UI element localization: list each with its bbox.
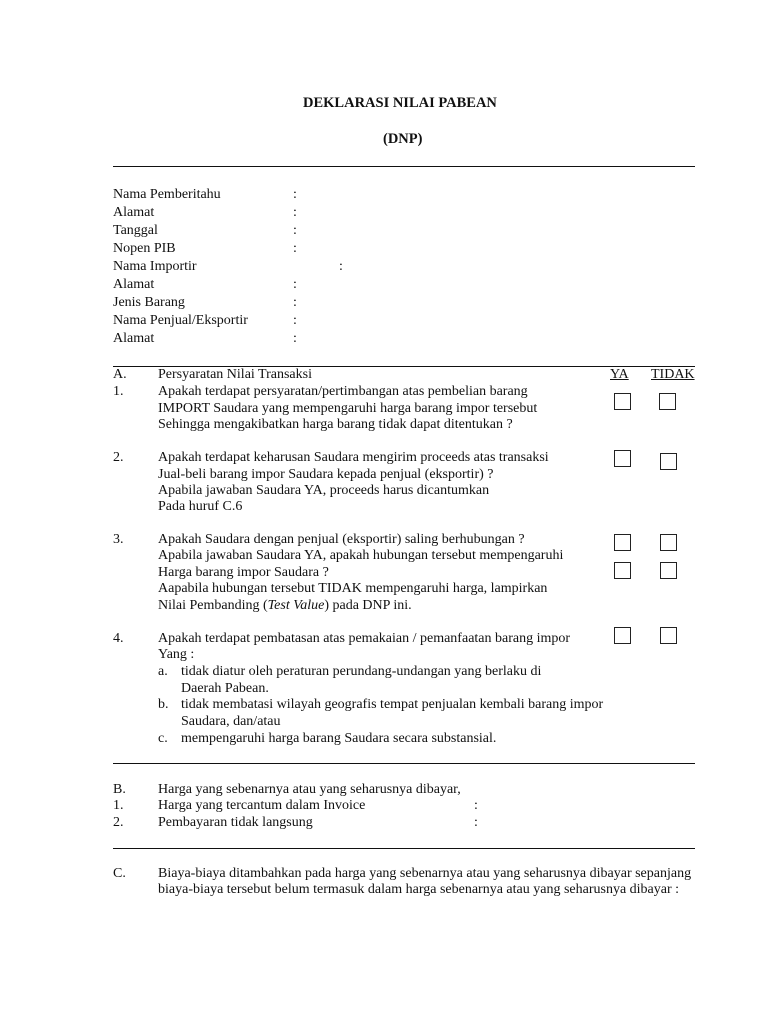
question-2-line: Pada huruf C.6 <box>158 499 243 514</box>
field-colon: : <box>293 205 297 220</box>
question-1-line: Apakah terdapat persyaratan/pertimbangan atas pembelian barang <box>158 384 528 399</box>
field-colon: : <box>293 313 297 328</box>
question-2-line: Apabila jawaban Saudara YA, proceeds harus dicantumkan <box>158 483 490 498</box>
section-c-line: biaya-biaya tersebut belum termasuk dalam harga sebenarnya atau yang seharusnya dibayar : <box>158 882 680 897</box>
question-3-ya-checkbox[interactable] <box>614 534 631 551</box>
question-4-number: 4. <box>113 631 124 646</box>
question-1-number: 1. <box>113 384 124 399</box>
section-a-heading: Persyaratan Nilai Transaksi <box>158 367 312 382</box>
field-colon: : <box>293 331 297 346</box>
section-c-line: Biaya-biaya ditambahkan pada harga yang sebenarnya atau yang seharusnya dibayar sepanjang <box>158 866 692 881</box>
question-4-sub-letter: a. <box>158 664 168 679</box>
field-label-alamat-importir: Alamat <box>113 277 155 292</box>
ya-column-header: YA <box>610 367 629 382</box>
field-colon: : <box>474 798 478 813</box>
question-4-sub-line: Daerah Pabean. <box>181 681 269 696</box>
field-label-tanggal: Tanggal <box>113 223 158 238</box>
question-3-line: Apabila jawaban Saudara YA, apakah hubungan tersebut mempengaruhi <box>158 548 564 563</box>
divider <box>113 763 695 764</box>
field-label-alamat: Alamat <box>113 205 155 220</box>
question-3-tidak-checkbox[interactable] <box>660 534 677 551</box>
field-label-nama-pemberitahu: Nama Pemberitahu <box>113 187 221 202</box>
question-4-sub-line: tidak membatasi wilayah geografis tempat penjualan kembali barang impor <box>181 697 604 712</box>
question-1-tidak-checkbox[interactable] <box>659 393 676 410</box>
field-label-nopen-pib: Nopen PIB <box>113 241 176 256</box>
section-b-letter: B. <box>113 782 126 797</box>
section-b-heading: Harga yang sebenarnya atau yang seharusnya dibayar, <box>158 782 461 797</box>
question-2-tidak-checkbox[interactable] <box>660 453 677 470</box>
question-1-line: IMPORT Saudara yang mempengaruhi harga barang impor tersebut <box>158 401 538 416</box>
question-4-sub-line: tidak diatur oleh peraturan perundang-undangan yang berlaku di <box>181 664 542 679</box>
question-4-sub-letter: c. <box>158 731 168 746</box>
question-1-line: Sehingga mengakibatkan harga barang tidak dapat ditentukan ? <box>158 417 513 432</box>
question-2-number: 2. <box>113 450 124 465</box>
question-2-line: Apakah terdapat keharusan Saudara mengirim proceeds atas transaksi <box>158 450 549 465</box>
question-3-line: Aapabila hubungan tersebut TIDAK mempengaruhi harga, lampirkan <box>158 581 548 596</box>
test-value-text: Test Value <box>267 598 325 613</box>
question-4-sub-letter: b. <box>158 697 169 712</box>
question-3-influence-tidak-checkbox[interactable] <box>660 562 677 579</box>
divider <box>113 848 695 849</box>
divider <box>113 166 695 167</box>
page-title: DEKLARASI NILAI PABEAN <box>303 95 497 111</box>
tidak-column-header: TIDAK <box>651 367 695 382</box>
question-4-sub-line: mempengaruhi harga barang Saudara secara substansial. <box>181 731 497 746</box>
field-label-alamat-penjual: Alamat <box>113 331 155 346</box>
question-4-sub-line: Saudara, dan/atau <box>181 714 281 729</box>
field-colon: : <box>293 187 297 202</box>
field-colon: : <box>293 241 297 256</box>
field-label-jenis-barang: Jenis Barang <box>113 295 185 310</box>
question-2-ya-checkbox[interactable] <box>614 450 631 467</box>
question-4-line: Yang : <box>158 647 195 662</box>
field-colon: : <box>474 815 478 830</box>
section-b-item-label: Harga yang tercantum dalam Invoice <box>158 798 366 813</box>
section-a-letter: A. <box>113 367 127 382</box>
section-b-item-number: 1. <box>113 798 124 813</box>
field-colon: : <box>293 295 297 310</box>
question-4-line: Apakah terdapat pembatasan atas pemakaian / pemanfaatan barang impor <box>158 631 571 646</box>
field-label-nama-importir: Nama Importir <box>113 259 197 274</box>
section-b-item-number: 2. <box>113 815 124 830</box>
question-4-tidak-checkbox[interactable] <box>660 627 677 644</box>
section-c-letter: C. <box>113 866 126 881</box>
field-colon: : <box>293 277 297 292</box>
field-colon: : <box>339 259 343 274</box>
question-3-line: Apakah Saudara dengan penjual (eksportir) saling berhubungan ? <box>158 532 525 547</box>
field-colon: : <box>293 223 297 238</box>
question-3-influence-ya-checkbox[interactable] <box>614 562 631 579</box>
question-2-line: Jual-beli barang impor Saudara kepada penjual (eksportir) ? <box>158 467 494 482</box>
question-1-ya-checkbox[interactable] <box>614 393 631 410</box>
page-subtitle: (DNP) <box>383 131 423 147</box>
question-3-number: 3. <box>113 532 124 547</box>
field-label-nama-penjual: Nama Penjual/Eksportir <box>113 313 248 328</box>
section-b-item-label: Pembayaran tidak langsung <box>158 815 313 830</box>
question-3-line: Nilai Pembanding (Test Value) pada DNP ini. <box>158 598 412 613</box>
question-3-line: Harga barang impor Saudara ? <box>158 565 329 580</box>
question-4-ya-checkbox[interactable] <box>614 627 631 644</box>
